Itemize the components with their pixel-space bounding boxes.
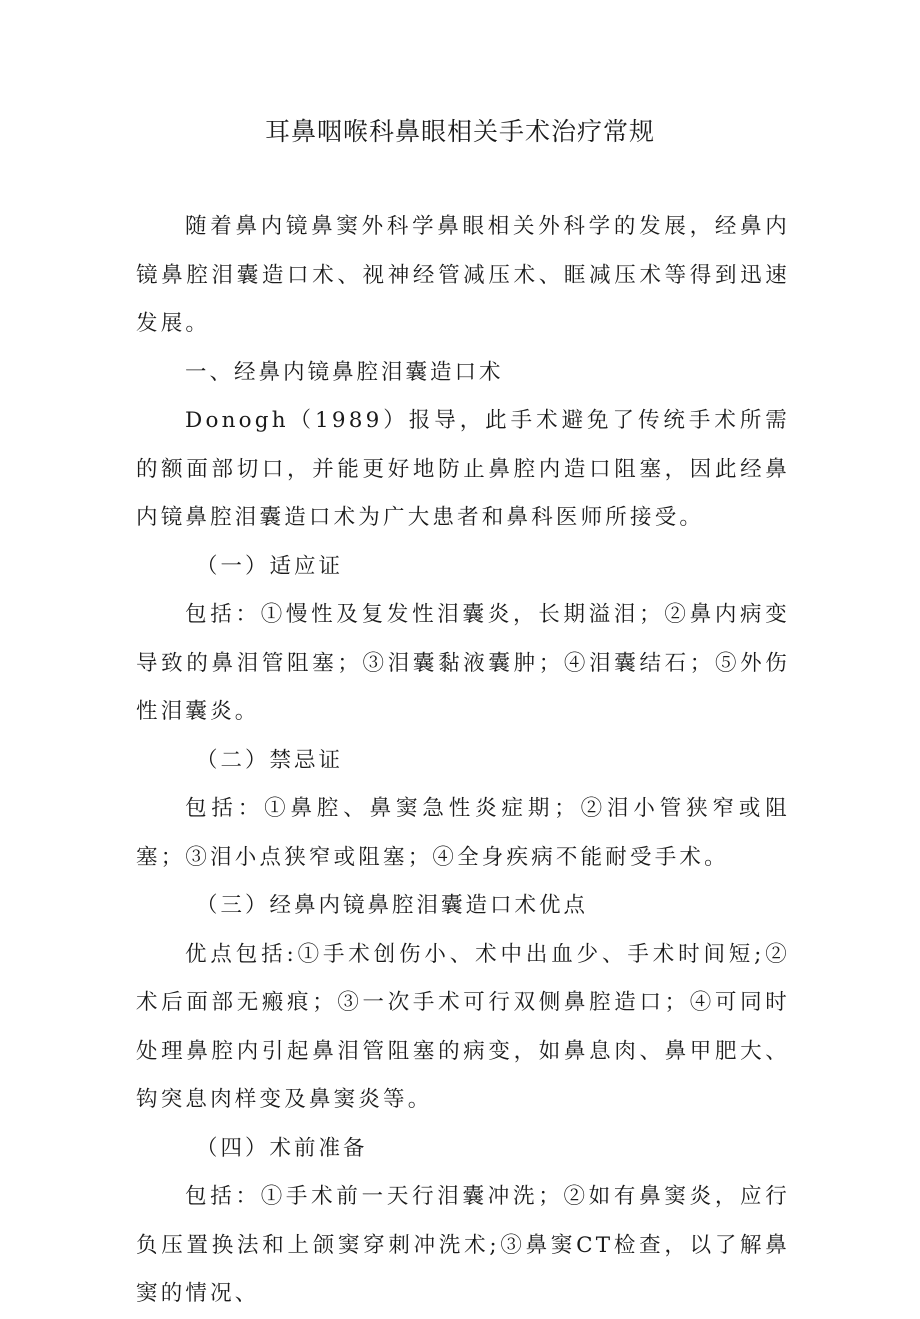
preparation-heading: （四）术前准备 (196, 1135, 368, 1161)
indications-paragraph: 包括：①慢性及复发性泪囊炎，长期溢泪；②鼻内病变导致的鼻泪管阻塞；③泪囊黏液囊肿；④泪囊结石；⑤外伤性泪囊炎。 (136, 602, 790, 724)
contraindications-paragraph: 包括：①鼻腔、鼻窦急性炎症期；②泪小管狭窄或阻塞；③泪小点狭窄或阻塞；④全身疾病不能耐受手术。 (136, 796, 790, 870)
intro-paragraph: 随着鼻内镜鼻窦外科学鼻眼相关外科学的发展，经鼻内镜鼻腔泪囊造口术、视神经管减压术、眶减压术等得到迅速发展。 (136, 214, 790, 336)
advantages-heading: （三）经鼻内镜鼻腔泪囊造口术优点 (196, 893, 589, 918)
advantages-paragraph: 优点包括:①手术创伤小、术中出血少、手术时间短;②术后面部无瘢痕；③一次手术可行双侧鼻腔造口；④可同时处理鼻腔内引起鼻泪管阻塞的病变，如鼻息肉、鼻甲肥大、钩突息肉样变及鼻窦炎等。 (136, 941, 790, 1112)
indications-heading: （一）适应证 (196, 553, 344, 579)
section-paragraph: Donogh（1989）报导，此手术避免了传统手术所需的额面部切口，并能更好地防止鼻腔内造口阻塞，因此经鼻内镜鼻腔泪囊造口术为广大患者和鼻科医师所接受。 (136, 408, 790, 530)
document-title: 耳鼻咽喉科鼻眼相关手术治疗常规 (264, 117, 655, 146)
contraindications-heading: （二）禁忌证 (196, 747, 344, 773)
preparation-paragraph: 包括：①手术前一天行泪囊冲洗；②如有鼻窦炎，应行负压置换法和上颌窦穿刺冲洗术;③鼻窦CT检查，以了解鼻窦的情况、 (136, 1184, 790, 1306)
section-heading: 一、经鼻内镜鼻腔泪囊造口术 (185, 359, 504, 385)
document-body (136, 203, 790, 1319)
